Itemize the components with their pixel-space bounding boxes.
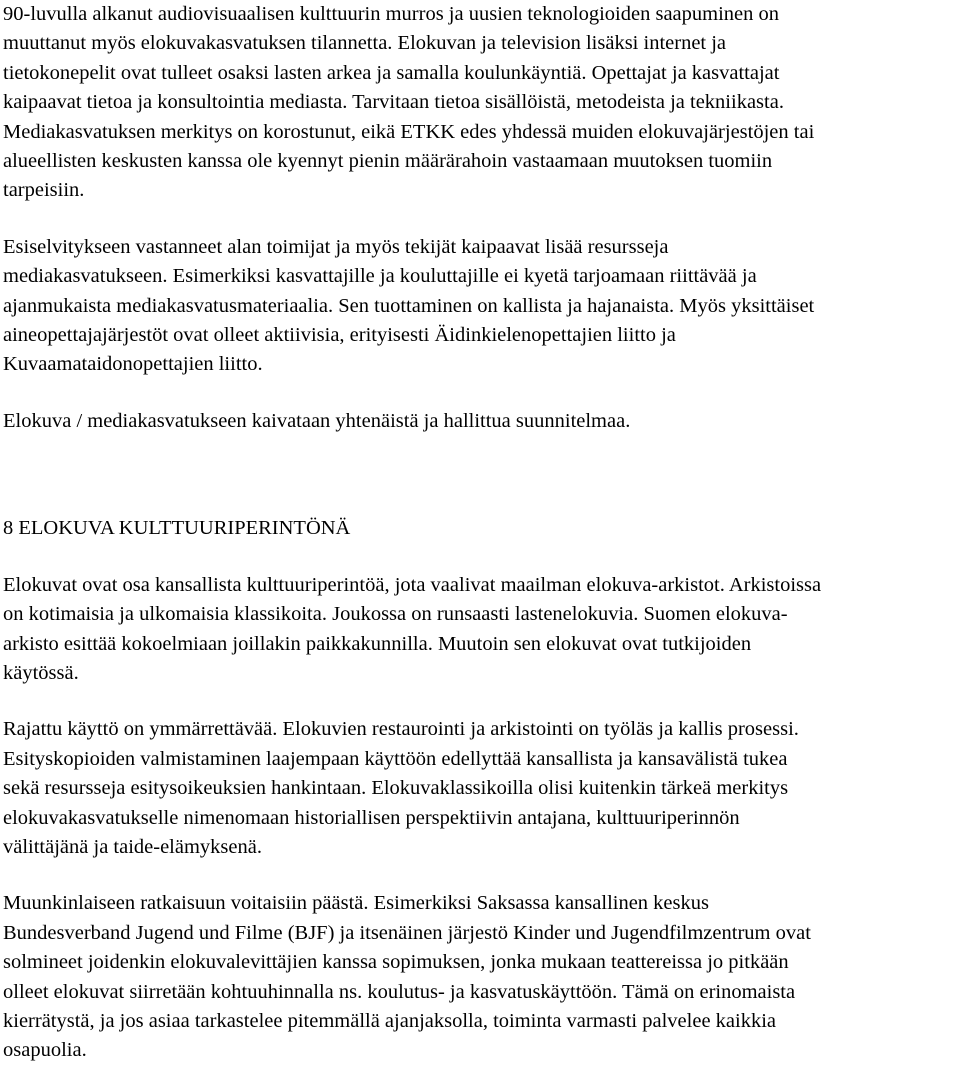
text-line: Mediakasvatuksen merkitys on korostunut, eikä ETKK edes yhdessä muiden elokuvajärjestöjen tai	[3, 120, 815, 143]
text-line: Muunkinlaiseen ratkaisuun voitaisiin päästä. Esimerkiksi Saksassa kansallinen keskus	[3, 892, 709, 915]
text-line: 90-luvulla alkanut audiovisuaalisen kulttuurin murros ja uusien teknologioiden saapuminen on	[3, 3, 780, 25]
text-line: arkisto esittää kokoelmiaan joillakin paikkakunnilla. Muutoin sen elokuvat ovat tutkijoiden	[3, 632, 752, 655]
text-line: mediakasvatukseen. Esimerkiksi kasvattajille ja kouluttajille ei kyetä tarjoamaan riittävää ja	[3, 265, 757, 288]
text-line: muuttanut myös elokuvakasvatuksen tilannetta. Elokuvan ja television lisäksi internet ja	[3, 32, 727, 55]
text-line: tarpeisiin.	[3, 179, 85, 202]
paragraph-restricted-use	[3, 715, 960, 862]
text-line: Rajattu käyttö on ymmärrettävää. Elokuvien restaurointi ja arkistointi on työläs ja kallis prosessi.	[3, 718, 799, 741]
paragraph-av-culture	[3, 0, 960, 206]
text-line: solmineet joidenkin elokuvalevittäjien kanssa sopimuksen, jonka mukaan teattereissa jo pitkään	[3, 951, 789, 974]
text-line: kaipaavat tietoa ja konsultointia mediasta. Tarvitaan tietoa sisällöistä, metodeista ja tekniikasta.	[3, 91, 784, 114]
paragraph-unified-plan	[3, 407, 960, 436]
text-line: Esityskopioiden valmistaminen laajempaan käyttöön edellyttää kansallista ja kansavälistä tukea	[3, 747, 788, 770]
paragraph-spacer	[3, 544, 960, 571]
paragraph-germany-example	[3, 889, 960, 1065]
text-line: välittäjänä ja taide-elämyksenä.	[3, 835, 262, 858]
text-line: osapuolia.	[3, 1039, 87, 1062]
text-line: Kuvaamataidonopettajien liitto.	[3, 353, 263, 376]
section-spacer	[3, 436, 960, 514]
text-line: Elokuva / mediakasvatukseen kaivataan yhtenäistä ja hallittua suunnitelmaa.	[3, 409, 631, 432]
section-heading	[3, 514, 960, 543]
text-line: Esiselvitykseen vastanneet alan toimijat ja myös tekijät kaipaavat lisää resursseja	[3, 235, 669, 258]
paragraph-film-archives	[3, 571, 960, 689]
paragraph-spacer	[3, 380, 960, 407]
paragraph-spacer	[3, 206, 960, 233]
paragraph-survey-resources	[3, 233, 960, 380]
text-line: alueellisten keskusten kanssa ole kyennyt pienin määrärahoin vastaamaan muutoksen tuomiin	[3, 150, 773, 173]
text-line: tietokonepelit ovat tulleet osaksi lasten arkea ja samalla koulunkäyntiä. Opettajat ja kasvattajat	[3, 61, 780, 84]
text-line: olleet elokuvat siirretään kohtuuhinnalla ns. koulutus- ja kasvatuskäyttöön. Tämä on erinomaista	[3, 980, 796, 1003]
text-line: elokuvakasvatukselle nimenomaan historiallisen perspektiivin antajana, kulttuuriperinnön	[3, 806, 740, 829]
text-line: kierrätystä, ja jos asiaa tarkastelee pitemmällä ajanjaksolla, toiminta varmasti palvelee kaikkia	[3, 1009, 777, 1032]
text-line: Elokuvat ovat osa kansallista kulttuuriperintöä, jota vaalivat maailman elokuva-arkistot. Arkistoissa	[3, 573, 822, 596]
text-line: aineopettajajärjestöt ovat olleet aktiivisia, erityisesti Äidinkielenopettajien liitto ja	[3, 324, 676, 347]
text-line: ajanmukaista mediakasvatusmateriaalia. Sen tuottaminen on kallista ja hajanaista. Myös yksittäiset	[3, 294, 815, 317]
text-line: on kotimaisia ja ulkomaisia klassikoita. Joukossa on runsaasti lastenelokuvia. Suomen elokuva-	[3, 603, 788, 626]
paragraph-spacer	[3, 688, 960, 715]
paragraph-spacer	[3, 862, 960, 889]
text-line: käytössä.	[3, 661, 79, 684]
section-heading-text: 8 ELOKUVA KULTTUURIPERINTÖNÄ	[3, 517, 351, 540]
text-line: sekä resursseja esitysoikeuksien hankintaan. Elokuvaklassikoilla olisi kuitenkin tärkeä merkitys	[3, 777, 789, 800]
text-line: Bundesverband Jugend und Filme (BJF) ja itsenäinen järjestö Kinder und Jugendfilmzentrum ovat	[3, 921, 811, 944]
